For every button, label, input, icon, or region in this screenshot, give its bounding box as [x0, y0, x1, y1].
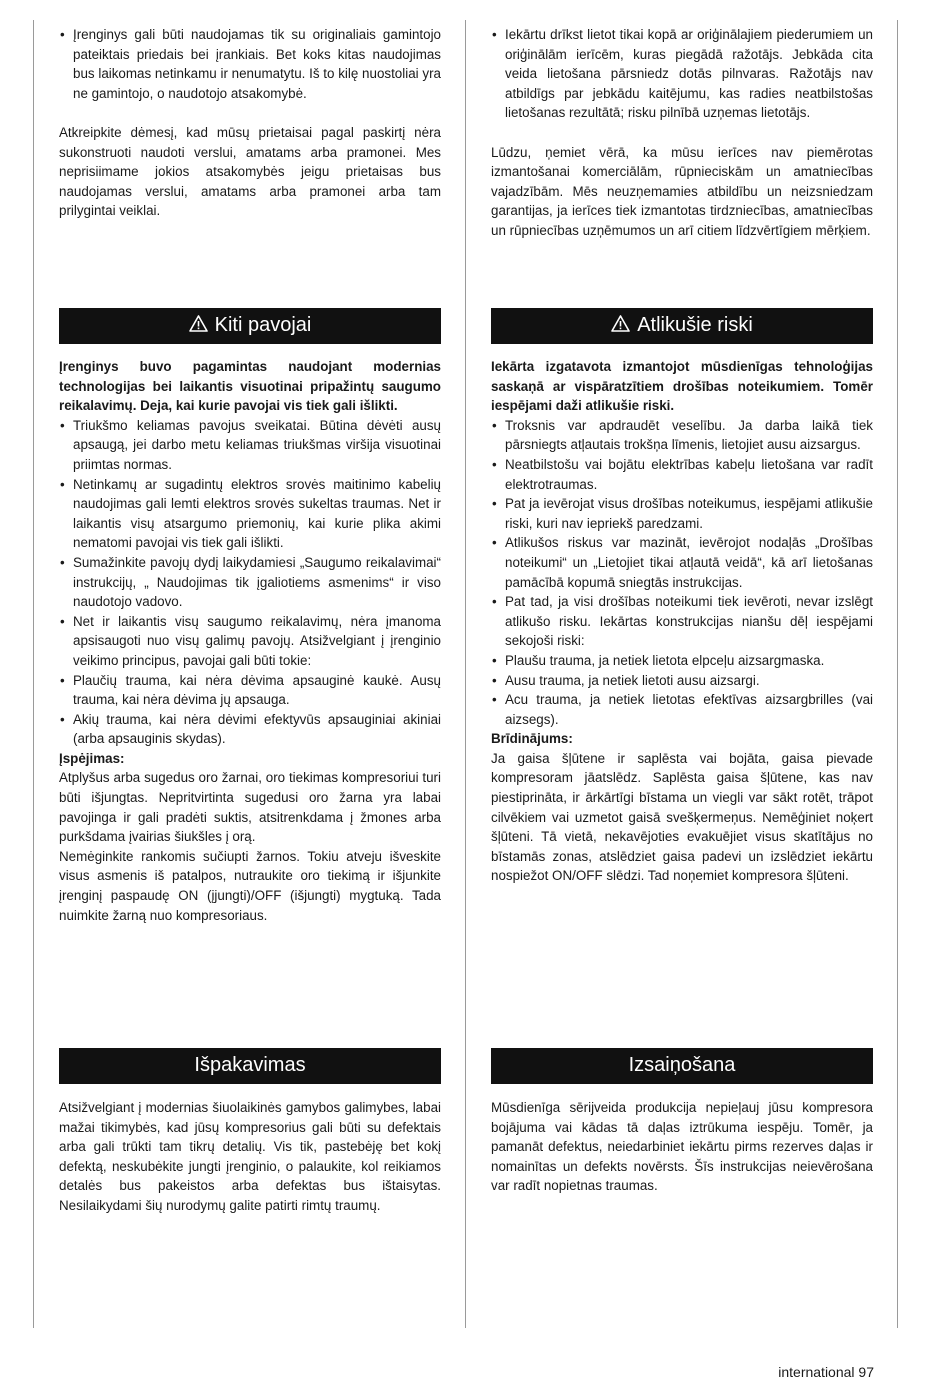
- list-item: • Neatbilstošu vai bojātu elektrības kabeļu lietošana var radīt elektrotraumas.: [491, 455, 873, 494]
- list-item: • Pat tad, ja visi drošības noteikumi tiek ievēroti, nevar izslēgt atlikušo risku. Iekārtas konstrukcijas nianšu dēļ iespējami sekojoši riski:: [491, 592, 873, 651]
- list-item: • Atlikušos riskus var mazināt, ievērojot nodaļās „Drošības noteikumi“ un „Lietojiet tikai atļautā veidā“, kā arī lietošanas pamācībā kopumā sniegtās instrukcijas.: [491, 533, 873, 592]
- left-margin-rule: [33, 20, 34, 1328]
- left-risks-intro: Įrenginys buvo pagamintas naudojant modernias technologijas bei laikantis visuotinai pripažintų saugumo reikalavimų. Deja, kai kurie pavojai vis tiek gali išlikti.: [59, 359, 441, 414]
- list-item: • Plaučių trauma, kai nėra dėvima apsauginė kaukė. Ausų trauma, kai nėra dėvima jų apsauga.: [59, 671, 441, 710]
- warning-triangle-icon: [189, 315, 208, 337]
- list-item: • Sumažinkite pavojų dydį laikydamiesi „Saugumo reikalavimai“ instrukcijų, „ Naudojimas tik įgaliotiems asmenims“ ir viso naudotojo vadovo.: [59, 553, 441, 612]
- list-item: • Net ir laikantis visų saugumo reikalavimų, nėra įmanoma apsisaugoti nuo visų galimų pavojų. Atsižvelgiant į įrenginio veikimo principus, pavojai gali būti tokie:: [59, 612, 441, 671]
- list-item: • Troksnis var apdraudēt veselību. Ja darba laikā tiek pārsniegts atļautais trokšņa līmenis, lietojiet ausu aizsargus.: [491, 416, 873, 455]
- left-unpacking-heading: [59, 1048, 441, 1084]
- center-column-divider: [465, 20, 466, 1328]
- list-item: • Netinkamų ar sugadintų elektros srovės maitinimo kabelių naudojimas gali lemti elektros srovės sukeltas traumas. Net ir laikantis visų atsargumo priemonių, kai kurie plika akimi nematomi pavojai vis tiek gali išlikti.: [59, 475, 441, 553]
- right-unpacking-section: [491, 1098, 873, 1196]
- left-risks-list: [59, 416, 441, 749]
- right-margin-rule: [897, 20, 898, 1328]
- list-item: • Ausu trauma, ja netiek lietoti ausu aizsargi.: [491, 671, 873, 691]
- left-warning-text-1: Atplyšus arba sugedus oro žarnai, oro tiekimas kompresoriui turi būti išjungtas. Nepritvirtinta sugedusi oro žarna yra labai pavojinga ir gali pradėti suktis, atsitrenkdama į žmones arba purkšdama įvairias šiukšles į orą.: [59, 770, 441, 845]
- list-item: • Iekārtu drīkst lietot tikai kopā ar oriģinālajiem piederumiem un oriģinālām ierīcēm, kuras piegādā ražotājs. Jebkāda cita veida lietošana pārsniedz dotās pilnvaras. Ražotājs nav atbildīgs par jebkādu kaitējumu, kas radies neatbilstošas lietošanas rezultātā; risku pilnībā uzņemas lietotājs.: [491, 25, 873, 123]
- right-risks-list: [491, 416, 873, 730]
- list-item: • Akių trauma, kai nėra dėvimi efektyvūs apsauginiai akiniai (arba apsauginis skydas).: [59, 710, 441, 749]
- left-risks-title: Kiti pavojai: [214, 314, 312, 337]
- left-unpacking-title: Išpakavimas: [194, 1054, 306, 1077]
- left-commercial-use-notice: Atkreipkite dėmesį, kad mūsų prietaisai pagal paskirtį nėra sukonstruoti naudoti verslui, amatams arba pramonei. Mes neprisiimame jokios atsakomybės jeigu prietaisas bus naudojamas verslui, amatams arba pramonei arba tam prilygintai veiklai.: [59, 124, 441, 219]
- left-intro-section: [59, 25, 441, 221]
- right-risks-title: Atlikušie riski: [637, 314, 753, 337]
- left-unpacking-text: Atsižvelgiant į modernias šiuolaikinės gamybos galimybes, labai mažai tikimybės, kad jūsų kompresorius gali būti su defektais arba gali trūkti tam tikrų detalių. Vis tik, pastebėję bet kokį defektą, neskubėkite jungti įrenginio, o palaukite, kol reikiamos detalės bus pakeistos arba defektas bus ištaisytas. Nesilaikydami šių nurodymų galite patirti rimtų traumų.: [59, 1100, 441, 1213]
- right-unpacking-title: Izsaiņošana: [628, 1054, 736, 1077]
- left-unpacking-section: [59, 1098, 441, 1216]
- left-warning-label: Įspėjimas:: [59, 750, 125, 766]
- right-unpacking-heading: [491, 1048, 873, 1084]
- left-warning-text-2: Nemėginkite rankomis sučiupti žarnos. Tokiu atveju išveskite visus asmenis iš patalpos, nutraukite oro tiekimą ir išjunkite įrenginį paspaudę ON (įjungti)/OFF (išjungti) mygtuką. Tada nuimkite žarną nuo kompresoriaus.: [59, 848, 441, 923]
- left-risks-section: [59, 357, 441, 925]
- right-intro-bullets: [491, 25, 873, 123]
- list-item: • Triukšmo keliamas pavojus sveikatai. Būtina dėvėti ausų apsaugą, jei darbo metu keliamas triukšmas viršija visuotinai priimtas normas.: [59, 416, 441, 475]
- left-intro-bullets: [59, 25, 441, 103]
- right-warning-text: Ja gaisa šļūtene ir saplēsta vai bojāta, gaisa pievade kompresoram jāatslēdz. Saplēsta gaisa šļūtene, kas nav piestiprināta, ir ārkārtīgi bīstama un viegli var sākt rotēt, trāpot cilvēkiem vai uzmetot gaisā svešķermeņus. Nemēģiniet noķert šļūteni. Tā vietā, nekavējoties evakuējiet visus skatītājus no bīstamās zonas, atslēdziet gaisa padevi un izslēdziet iekārtu nospiežot ON/OFF slēdzi. Tad noņemiet kompresora šļūteni.: [491, 750, 873, 884]
- list-item: • Plaušu trauma, ja netiek lietota elpceļu aizsargmaska.: [491, 651, 873, 671]
- left-risks-heading: [59, 308, 441, 344]
- list-item: • Pat ja ievērojat visus drošības noteikumus, iespējami atlikušie riski, kuri nav iepriekš paredzami.: [491, 494, 873, 533]
- right-risks-heading: [491, 308, 873, 344]
- page-footer: international 97: [778, 1364, 874, 1380]
- right-risks-section: [491, 357, 873, 886]
- list-item: • Acu trauma, ja netiek lietotas efektīvas aizsargbrilles (vai aizsegs).: [491, 690, 873, 729]
- warning-triangle-icon: [611, 315, 630, 337]
- right-risks-intro: Iekārta izgatavota izmantojot mūsdienīgas tehnoloģijas saskaņā ar vispāratzītiem drošības noteikumiem. Tomēr iespējami daži atlikušie riski.: [491, 359, 873, 414]
- list-item: • Įrenginys gali būti naudojamas tik su originaliais gamintojo pateiktais priedais bei įrankiais. Bet koks kitas naudojimas bus laikomas netinkamu ir nenumatytu. Iš to kilę nuostoliai yra ne gamintojo, o naudotojo atsakomybė.: [59, 25, 441, 103]
- right-commercial-use-notice: Lūdzu, ņemiet vērā, ka mūsu ierīces nav piemērotas izmantošanai komerciālām, rūpnieciskām un amatniecības vajadzībām. Mēs neuzņemamies atbildību un neizsniedzam garantijas, ja ierīces tiek izmantotas tirdzniecības, amatniecības un rūpniecības uzņēmumos un arī citiem līdzvērtīgiem mērķiem.: [491, 144, 873, 238]
- right-warning-label: Brīdinājums:: [491, 731, 573, 747]
- right-unpacking-text: Mūsdienīga sērijveida produkcija nepieļauj jūsu kompresora bojājuma vai kādas tā daļas iztrūkuma iespēju. Tomēr, ja pamanāt defektus, neiedarbiniet iekārtu pirms rezerves daļas ir nomainītas un defekts novērsts. Šīs instrukcijas neievērošana var radīt nopietnas traumas.: [491, 1100, 873, 1194]
- right-intro-section: [491, 25, 873, 241]
